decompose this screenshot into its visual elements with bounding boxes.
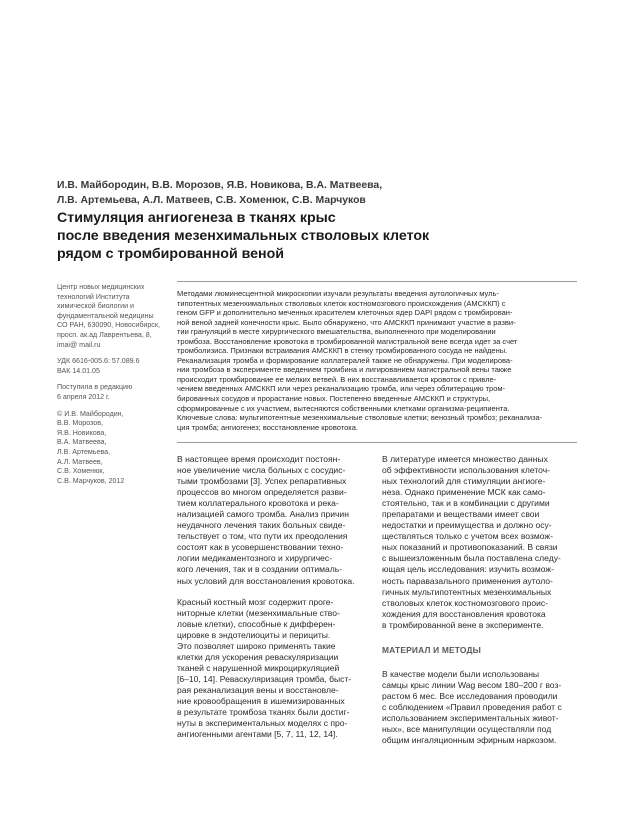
copyright-line: В.А. Матвеева, <box>57 438 107 447</box>
text-line: клетки для ускорения реваскуляризации <box>177 651 339 662</box>
text-line: недостатки и преимущества и должно осу- <box>382 520 552 531</box>
text-line: гичных мультипотентных мезенхимальных <box>382 586 552 597</box>
text-line: состоят как в усовершенствовании техно- <box>177 542 344 553</box>
vak-code: ВАК 14.01.05 <box>57 366 100 375</box>
abstract-line: нии тромбоза в эксперименте введением тромбина и лигированием магистральной вены также <box>177 365 512 375</box>
classification-codes <box>57 357 167 376</box>
text-line: В литературе имеется множество данных <box>382 454 548 464</box>
received-line: 6 апреля 2012 г. <box>57 392 110 401</box>
text-line: [6–10, 14]. Реваскуляризация тромба, быст- <box>177 673 352 684</box>
text-line: общим ингаляционным эфирным наркозом. <box>382 735 557 746</box>
paragraph <box>382 669 587 746</box>
text-line: нализацией самого тромба. Анализ причин <box>177 509 349 520</box>
keywords-line: ция тромба; ангиогенез; восстановление кровотока. <box>177 422 358 432</box>
text-line: ных», все манипуляции осуществляли под <box>382 724 552 735</box>
text-line: хождения для восстановления кровотока <box>382 608 546 619</box>
text-line: с соблюдением «Правил проведения работ с <box>382 701 562 712</box>
abstract-line: тромболизиса. Признаки встраивания АМСККП в стенку тромбированного сосуда не найдены. <box>177 346 508 356</box>
copyright-line: Л.В. Артемьева, <box>57 447 111 456</box>
abstract-line: ной веной задней конечности крыс. Было обнаружено, что АМСККП принимают участие в разви- <box>177 317 516 327</box>
text-line: растом 6 мес. Все исследования проводили <box>382 690 558 701</box>
title-line: рядом с тромбированной веной <box>57 246 285 263</box>
affiliation-line: фундаментальной медицины <box>57 311 154 320</box>
text-line: тельствует о том, что пути их преодоления <box>177 531 348 542</box>
paragraph <box>177 597 382 741</box>
copyright-line: В.В. Морозов, <box>57 419 103 428</box>
abstract-line: сформированные с их участием, вытесняются собственными клетками организма-реципиента. <box>177 403 510 413</box>
text-line: тием коллатерального кровотока и река- <box>177 498 339 509</box>
article-sidebar <box>57 283 167 493</box>
author-line: Л.В. Артемьева, А.Л. Матвеев, С.В. Хоменюк, С.В. Марчуков <box>57 195 366 206</box>
affiliation <box>57 283 167 350</box>
text-line: В настоящее время происходит постоян- <box>177 454 341 464</box>
text-line: с вышеизложенным была поставлена следу- <box>382 553 561 564</box>
text-line: нуты в экспериментальных моделях с про- <box>177 718 348 729</box>
text-line: ность паравазального применения аутоло- <box>382 575 553 586</box>
keywords-line: Ключевые слова: мультипотентные мезенхимальные стволовые клетки; венозный тромбоз; реканализа- <box>177 413 543 423</box>
affiliation-line: СО РАН, 630090, Новосибирск, <box>57 321 160 330</box>
abstract-line: геном GFP и дополнительно меченных красителем клеточных ядер DAPI рядом с тромбирован- <box>177 308 513 318</box>
copyright-line: А.Л. Матвеев, <box>57 457 103 466</box>
abstract-line: происходит тромбирование ее мелких ветвей. В них восстанавливается кровоток с привле- <box>177 374 497 384</box>
title-line: Стимуляция ангиогенеза в тканях крыс <box>57 210 336 226</box>
text-line: стоятельно, так и в комбинации с другими <box>382 498 550 509</box>
abstract-line: Реканализация тромба и формирование коллатералей также не обнаружены. При моделирова- <box>177 355 513 365</box>
received-line: Поступила в редакцию <box>57 383 133 392</box>
text-line: стволовых клеток костномозгового проис- <box>382 597 549 608</box>
udc-code: УДК 6616-005.6: 57.089.6 <box>57 357 140 366</box>
text-line: неза. Однако применение МСК как само- <box>382 487 546 498</box>
text-line: ных показаний и противопоказаний. В связи <box>382 542 558 553</box>
text-line: процессов во многом определяется разви- <box>177 487 347 498</box>
text-line: самцы крыс линии Wag весом 180–200 г воз- <box>382 679 562 690</box>
abstract-line: тромбоза. Восстановление кровотока в тромбированной магистральной вене всегда идет за счет <box>177 336 518 346</box>
copyright-line: С.В. Хоменюк, <box>57 467 105 476</box>
body-column-left <box>177 454 382 740</box>
received-date <box>57 383 167 402</box>
author-list <box>57 178 577 208</box>
section-heading: МАТЕРИАЛ И МЕТОДЫ <box>382 644 482 655</box>
affiliation-line: химической биологии и <box>57 302 135 311</box>
copyright-line: © И.В. Майбородин, <box>57 409 124 418</box>
text-line: неудачного лечения таких больных свиде- <box>177 520 346 531</box>
text-line: ниторные клетки (мезенхимальные ство- <box>177 607 340 618</box>
abstract-line: бированных сосудов и прорастание новых. Постепенно введенные АМСККП и структуры, <box>177 394 491 404</box>
affiliation-email: imai@ mail.ru <box>57 340 101 349</box>
text-line: использованием экспериментальных живот- <box>382 712 559 723</box>
abstract <box>177 289 582 432</box>
abstract-line: Методами люминесцентной микроскопии изучали результаты введения аутологичных муль- <box>177 289 499 298</box>
article-title <box>57 209 597 264</box>
text-line: логии медикаментозного и хирургичес- <box>177 553 333 564</box>
text-line: рая реканализация вены и восстановле- <box>177 684 339 695</box>
text-line: ществляться только с учетом всех возмож- <box>382 531 553 542</box>
text-line: ловые клетки), способные к дифферен- <box>177 618 336 629</box>
text-line: в результате тромбоза тканях были достиг- <box>177 707 350 718</box>
text-line: в тромбированной вене в эксперименте. <box>382 619 544 630</box>
affiliation-line: технологий Института <box>57 292 130 301</box>
text-line: об эффективности использования клеточ- <box>382 465 551 476</box>
abstract-line: типотентных мезенхимальных стволовых клеток костномозгового происхождения (АМСККП) с <box>177 298 506 308</box>
text-line: тканей с нарушенной микроциркуляцией <box>177 662 340 673</box>
abstract-line: чением введенных АМСККП или через реканализацию тромба, или через облитерацию тром- <box>177 384 506 394</box>
copyright <box>57 410 167 487</box>
text-line: ние кровообращения в ишемизированных <box>177 695 345 706</box>
text-line: ангиогенными агентами [5, 7, 11, 12, 14]. <box>177 729 338 740</box>
affiliation-line: Центр новых медицинских <box>57 283 145 291</box>
text-line: ющая цель исследования: изучить возмож- <box>382 564 554 575</box>
text-line: тыми тромбозами [3]. Успех репаративных <box>177 476 347 487</box>
abstract-top-rule <box>177 281 577 282</box>
body-column-right <box>382 454 587 746</box>
author-line: И.В. Майбородин, В.В. Морозов, Я.В. Новикова, В.А. Матвеева, <box>57 180 383 191</box>
text-line: ных условий для восстановления кровотока. <box>177 575 355 586</box>
abstract-bottom-rule <box>177 442 577 443</box>
text-line: кого лечения, так и в создании оптималь- <box>177 564 343 575</box>
copyright-line: С.В. Марчуков, 2012 <box>57 476 125 485</box>
paragraph <box>382 454 587 631</box>
affiliation-line: просп. ак.ад Лаврентьева, 8, <box>57 330 152 339</box>
text-line: ное увеличение числа больных с сосудис- <box>177 465 346 476</box>
abstract-line: тии грануляций в месте хирургического вмешательства, выполненного при моделировании <box>177 327 496 337</box>
text-line: Красный костный мозг содержит проге- <box>177 596 334 607</box>
paragraph <box>177 454 382 587</box>
text-line: цировке в эндотелиоциты и перициты. <box>177 629 331 640</box>
text-line: ных технологий для стимуляции ангиоге- <box>382 476 546 487</box>
text-line: Это позволяет широко применять такие <box>177 640 336 651</box>
text-line: В качестве модели были использованы <box>382 668 540 679</box>
copyright-line: Я.В. Новикова, <box>57 428 107 437</box>
title-line: после введения мезенхимальных стволовых клеток <box>57 228 430 245</box>
text-line: препаратами и веществами имеет свои <box>382 509 540 520</box>
